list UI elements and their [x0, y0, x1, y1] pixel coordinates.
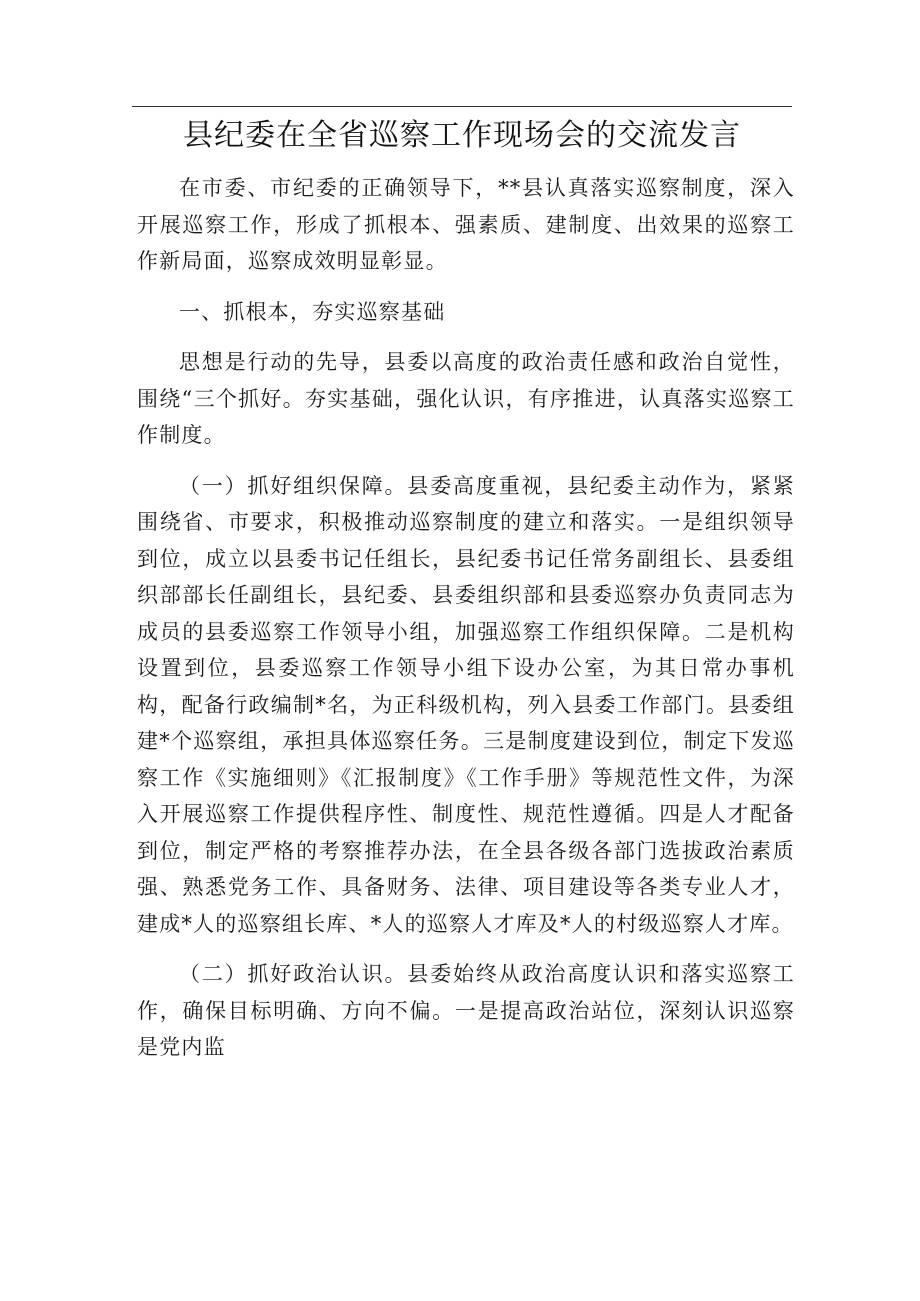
document-body: [137, 170, 795, 1066]
subsection-2-paragraph: （二）抓好政治认识。县委始终从政治高度认识和落实巡察工作，确保目标明确、方向不偏。一是提高政治站位，深刻认识巡察是党内监: [137, 962, 795, 1059]
document-title: 县纪委在全省巡察工作现场会的交流发言: [183, 118, 741, 153]
header-rule: [132, 106, 792, 107]
section-1-intro-paragraph: 思想是行动的先导，县委以高度的政治责任感和政治自觉性，围绕“三个抓好。夯实基础，强化认识，有序推进，认真落实巡察工作制度。: [137, 350, 795, 447]
section-heading-1: 一、抓根本，夯实巡察基础: [179, 299, 446, 324]
subsection-1-paragraph: （一）抓好组织保障。县委高度重视，县纪委主动作为，紧紧围绕省、市要求，积极推动巡察制度的建立和落实。一是组织领导到位，成立以县委书记任组长，县纪委书记任常务副组长、县委组织部部长任副组长，县纪委、县委组织部和县委巡察办负责同志为成员的县委巡察工作领导小组，加强巡察工作组织保障。二是机构设置到位，县委巡察工作领导小组下设办公室，为其日常办事机构，配备行政编制*名，为正科级机构，列入县委工作部门。县委组建*个巡察组，承担具体巡察任务。三是制度建设到位，制定下发巡察工作《实施细则》《汇报制度》《工作手册》等规范性文件，为深入开展巡察工作提供程序性、制度性、规范性遵循。四是人才配备到位，制定严格的考察推荐办法，在全县各级各部门选拔政治素质强、熟悉党务工作、具备财务、法律、项目建设等各类专业人才，建成*人的巡察组长库、*人的巡察人才库及*人的村级巡察人才库。: [137, 473, 795, 936]
intro-paragraph: 在市委、市纪委的正确领导下，**县认真落实巡察制度，深入开展巡察工作，形成了抓根本、强素质、建制度、出效果的巡察工作新局面，巡察成效明显彰显。: [137, 176, 795, 273]
